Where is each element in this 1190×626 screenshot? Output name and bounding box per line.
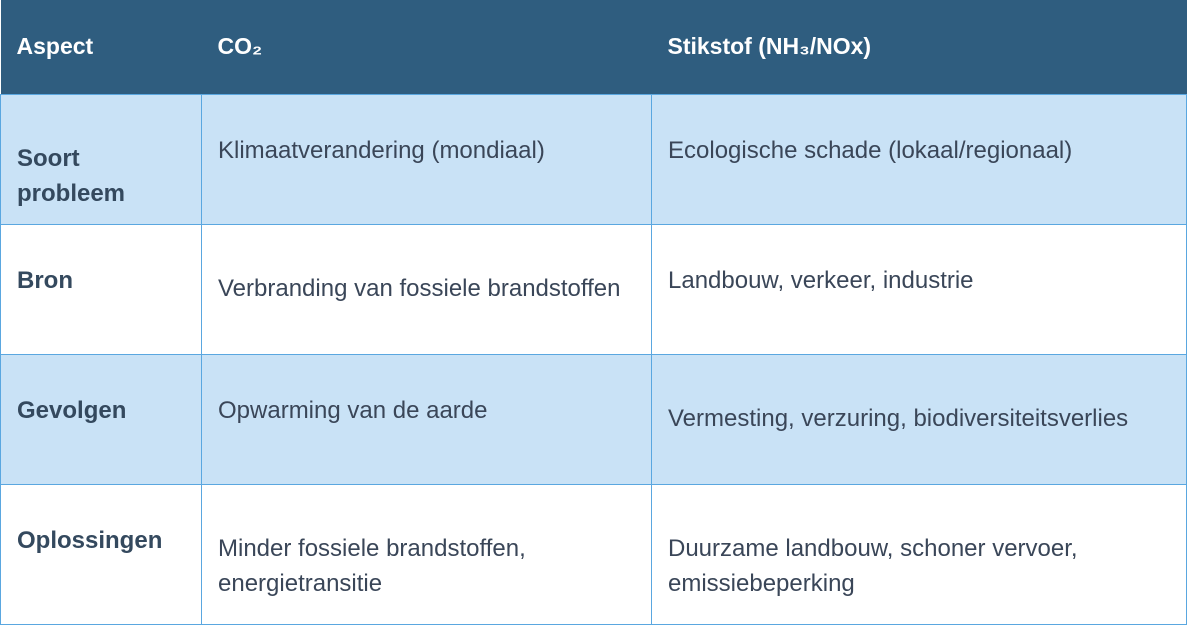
row-stikstof-cell: Landbouw, verkeer, industrie [652, 224, 1187, 354]
row-co2-cell: Verbranding van fossiele brandstoffen [202, 224, 652, 354]
row-stikstof-cell: Ecologische schade (lokaal/regionaal) [652, 94, 1187, 224]
row-aspect-cell: Oplossingen [1, 484, 202, 624]
row-stikstof-cell: Vermesting, verzuring, biodiversiteitsverlies [652, 354, 1187, 484]
row-aspect-cell: Soort probleem [1, 94, 202, 224]
header-aspect: Aspect [16, 33, 94, 60]
row-co2-cell: Klimaatverandering (mondiaal) [202, 94, 652, 224]
table-row [1, 94, 1187, 224]
header-co2: CO₂ [217, 33, 263, 60]
table-row [1, 484, 1187, 624]
header-stikstof: Stikstof (NH₃/NOx) [667, 33, 872, 60]
table-row [1, 354, 1187, 484]
row-stikstof-cell: Duurzame landbouw, schoner vervoer, emissiebeperking [652, 484, 1187, 624]
row-co2-cell: Minder fossiele brandstoffen, energietransitie [202, 484, 652, 624]
table-row [1, 224, 1187, 354]
row-co2-cell: Opwarming van de aarde [202, 354, 652, 484]
row-aspect-cell: Gevolgen [1, 354, 202, 484]
table-header-row [1, 0, 1187, 94]
row-aspect-cell: Bron [1, 224, 202, 354]
